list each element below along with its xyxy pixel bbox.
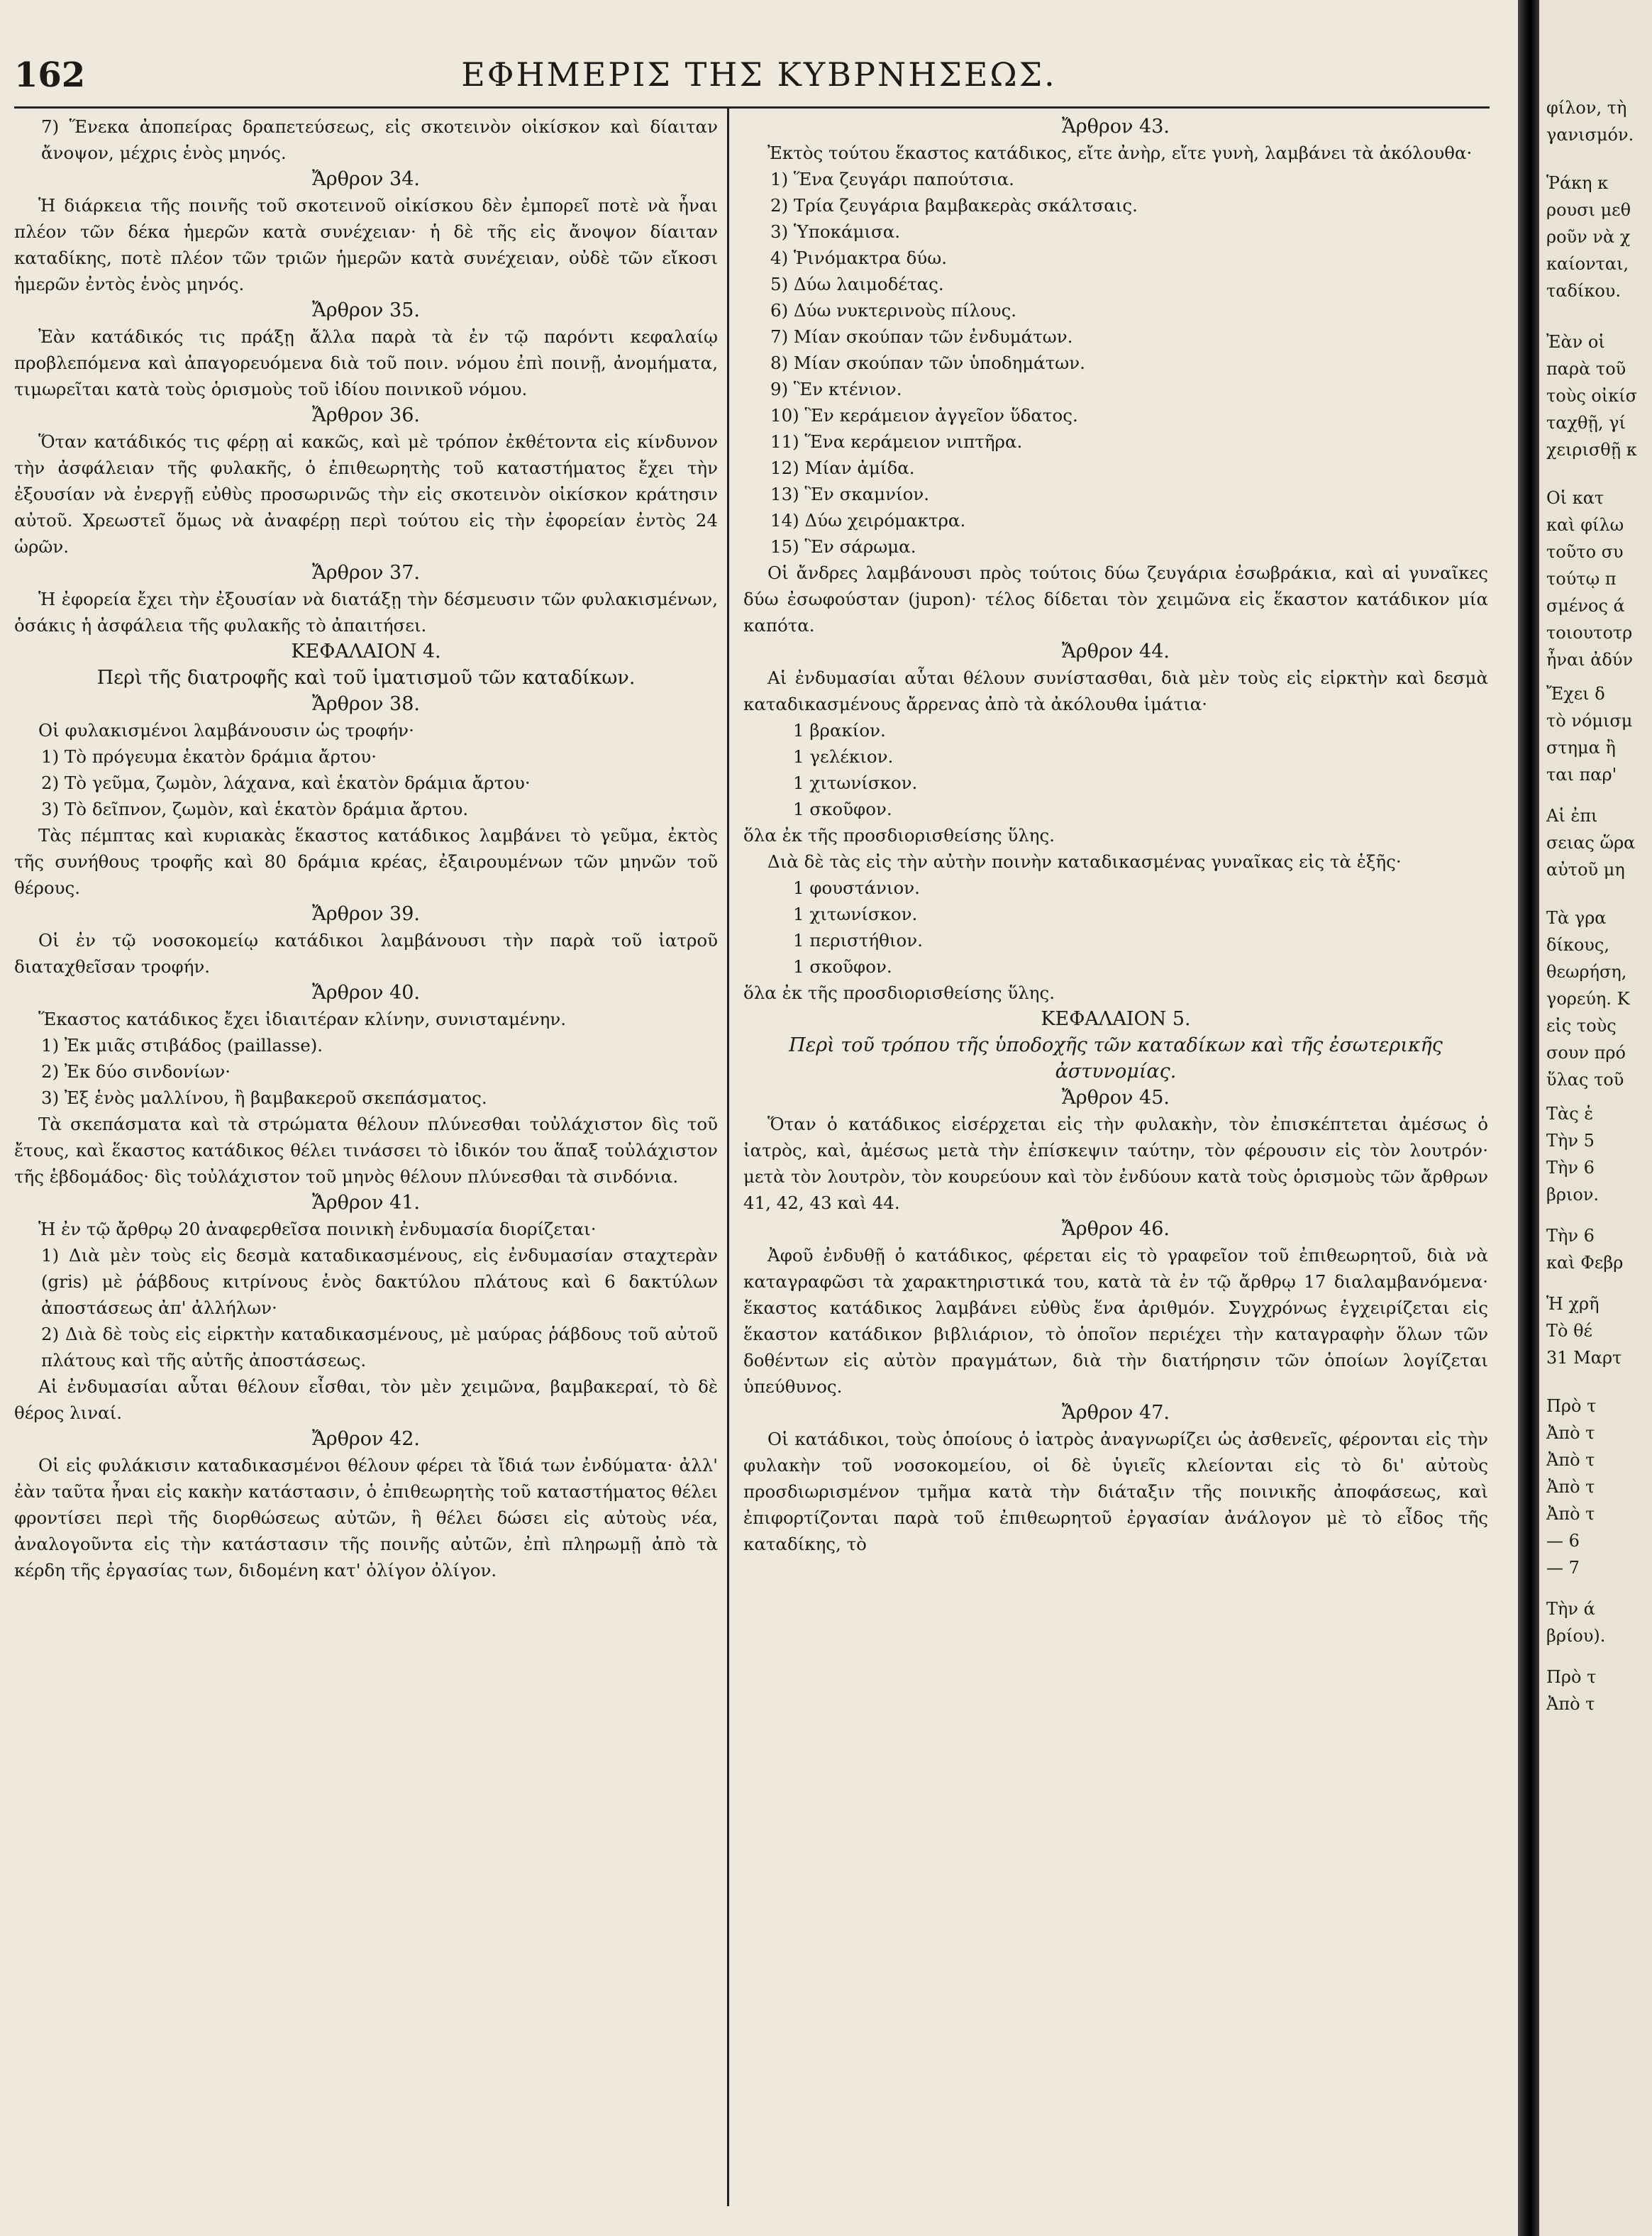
section-heading: Ἄρθρον 43. bbox=[1061, 116, 1170, 138]
section-heading: Ἄρθρον 40. bbox=[311, 982, 420, 1004]
paragraph: Οἱ εἰς φυλάκισιν καταδικασμένοι θέλουν φέρει τὰ ἴδιά των ἐνδύματα· ἀλλ' ἐὰν ταῦτα ἦναι εἰς κακὴν κατάστασιν, ὁ ἐπιθεωρητὴς τοῦ καταστήματος θέλει φροντίσει περὶ τῆς διορθώσεως αὐτῶν, ἢ θέλει δώσει εἰς αὐτοὺς νέα, ἀναλογοῦντα εἰς τὴν κατάστασιν τῆς ποινῆς αὐτῶν, ἐπὶ πληρωμῇ ἀπὸ τὰ κέρδη τῆς ἐργασίας των, διδομένη κατ' ὀλίγον ὀλίγον. bbox=[14, 1455, 718, 1581]
next-page-fragment: Τὴν 5 bbox=[1546, 1131, 1595, 1151]
next-page-fragment: δίκους, bbox=[1546, 935, 1609, 955]
next-page-fragment: τοὺς οἰκίσ bbox=[1546, 386, 1638, 406]
section-heading: Ἄρθρον 34. bbox=[311, 168, 420, 190]
next-page-fragment: ὕλας τοῦ bbox=[1546, 1070, 1624, 1090]
next-page-fragment: φίλον, τὴ bbox=[1546, 98, 1627, 118]
section-heading: Ἄρθρον 39. bbox=[311, 903, 420, 925]
next-page-fragment: Τὰ γρα bbox=[1546, 908, 1607, 928]
paragraph: Οἱ κατάδικοι, τοὺς ὁποίους ὁ ἰατρὸς ἀναγνωρίζει ὡς ἀσθενεῖς, φέρονται εἰς τὴν φυλακὴν τοῦ νοσοκομείου, οἱ δὲ ὑγιεῖς κλείονται εἰς τὸ δι' αὐτοὺς προσδιωρισμένον τμῆμα κατὰ τὴν διάταξιν τῆς ποινικῆς ἀποφάσεως, καὶ ἐπιφορτίζονται παρὰ τοῦ ἐπιθεωρητοῦ ἐργασίαν ἀνάλογον μὲ τὸ εἶδος τῆς καταδίκης, τὸ bbox=[743, 1429, 1488, 1554]
paragraph: Αἱ ἐνδυμασίαι αὗται θέλουν εἶσθαι, τὸν μὲν χειμῶνα, βαμβακεραί, τὸ δὲ θέρος λιναί. bbox=[14, 1376, 718, 1423]
paragraph: 1 σκοῦφον. bbox=[793, 956, 892, 977]
paragraph: 6) Δύω νυκτερινοὺς πίλους. bbox=[770, 300, 1017, 321]
next-page-fragment: 31 Μαρτ bbox=[1546, 1348, 1622, 1368]
next-page-fragment: ρουσι μεθ bbox=[1546, 200, 1631, 220]
paragraph: 7) Μίαν σκούπαν τῶν ἐνδυμάτων. bbox=[770, 326, 1073, 347]
next-page-fragment: — 6 bbox=[1546, 1531, 1580, 1551]
next-page-fragment: καίονται, bbox=[1546, 254, 1629, 274]
section-heading: Ἄρθρον 46. bbox=[1061, 1218, 1170, 1240]
next-page-fragment: παρὰ τοῦ bbox=[1546, 359, 1626, 379]
next-page-fragment: γανισμόν. bbox=[1546, 125, 1634, 145]
next-page-fragment: ταδίκου. bbox=[1546, 281, 1621, 301]
paragraph: 2) Τρία ζευγάρια βαμβακερὰς σκάλτσαις. bbox=[770, 195, 1138, 216]
paragraph: Ἀφοῦ ἐνδυθῇ ὁ κατάδικος, φέρεται εἰς τὸ γραφεῖον τοῦ ἐπιθεωρητοῦ, διὰ νὰ καταγραφῶσι τὰ χαρακτηριστικά του, κατὰ τὰ ἐν τῷ ἄρθρῳ 17 διαλαμβανόμενα· ἕκαστος κατάδικος λαμβάνει εὐθὺς ἕνα ἀριθμόν. Συγχρόνως ἐγχειρίζεται εἰς ἕκαστον κατάδικον βιβλιάριον, τὸ ὁποῖον περιέχει τὴν καταγραφὴν ὅλων τῶν δοθέντων εἰς αὐτὸν πραγμάτων, διὰ τὴν διατήρησιν τῶν ὁποίων λογίζεται ὑπεύθυνος. bbox=[743, 1245, 1488, 1397]
next-page-fragment: Πρὸ τ bbox=[1546, 1667, 1597, 1687]
paragraph: Οἱ φυλακισμένοι λαμβάνουσιν ὡς τροφήν· bbox=[38, 720, 414, 741]
paragraph: Ὅταν ὁ κατάδικος εἰσέρχεται εἰς τὴν φυλακὴν, τὸν ἐπισκέπτεται ἀμέσως ὁ ἰατρὸς, καὶ, ἀμέσως μετὰ τὴν ἐπίσκεψιν ταύτην, τὸν φέρουσιν εἰς τὸν λουτρόν· μετὰ τὸν λουτρὸν, τὸν κουρεύουν καὶ τὸν ἐνδύουν κατὰ τοὺς ὁρισμοὺς τῶν ἄρθρων 41, 42, 43 καὶ 44. bbox=[743, 1114, 1488, 1213]
next-page-fragment: βρίου). bbox=[1546, 1626, 1606, 1646]
paragraph: 1 βρακίον. bbox=[793, 720, 886, 741]
next-page-fragment: ται παρ' bbox=[1546, 765, 1617, 785]
paragraph: 3) Ὑποκάμισα. bbox=[770, 221, 901, 242]
paragraph: 1 φουστάνιον. bbox=[793, 878, 920, 898]
paragraph: 15) Ἓν σάρωμα. bbox=[770, 536, 916, 557]
paragraph: ὅλα ἐκ τῆς προσδιορισθείσης ὕλης. bbox=[743, 825, 1055, 846]
paragraph: Οἱ ἐν τῷ νοσοκομείῳ κατάδικοι λαμβάνουσι τὴν παρὰ τοῦ ἰατροῦ διαταχθεῖσαν τροφήν. bbox=[14, 930, 718, 977]
paragraph: 11) Ἕνα κεράμειον νιπτῆρα. bbox=[770, 431, 1023, 452]
next-page-fragment: Ἀπὸ τ bbox=[1546, 1694, 1595, 1714]
next-page-fragment: Τὴν 6 bbox=[1546, 1158, 1595, 1178]
next-page-fragment: σειας ὥρα bbox=[1546, 833, 1636, 853]
next-page-fragment: τοιουτοτρ bbox=[1546, 623, 1633, 643]
next-page-fragment: Ἀπὸ τ bbox=[1546, 1477, 1595, 1497]
next-page-fragment: εἰς τοὺς bbox=[1546, 1016, 1617, 1036]
paragraph: Τὰ σκεπάσματα καὶ τὰ στρώματα θέλουν πλύνεσθαι τοὐλάχιστον δὶς τοῦ ἔτους, καὶ ἕκαστος κατάδικος θέλει τινάσσει τὸ ἰδικόν του ἅπαξ τοὐλάχιστον τῆς ἑβδομάδος· δὶς τοὐλάχιστον τοῦ μηνὸς θέλουν πλύνεσθαι τὰ σινδόνια. bbox=[14, 1114, 718, 1187]
next-page-fragment: Οἱ κατ bbox=[1546, 488, 1604, 508]
next-page-fragment: καὶ φίλω bbox=[1546, 515, 1624, 535]
next-page-fragment: Ἀπὸ τ bbox=[1546, 1450, 1595, 1470]
paragraph: Οἱ ἄνδρες λαμβάνουσι πρὸς τούτοις δύω ζευγάρια ἐσωβράκια, καὶ αἱ γυναῖκες δύω ἐσωφούσταν (jupon)· τέλος δίδεται τὸν χειμῶνα εἰς ἕκαστον κατάδικον μία καπότα. bbox=[743, 563, 1488, 636]
paragraph: Ὅταν κατάδικός τις φέρῃ αἱ κακῶς, καὶ μὲ τρόπον ἐκθέτοντα εἰς κίνδυνον τὴν ἀσφάλειαν τῆς φυλακῆς, ὁ ἐπιθεωρητὴς τοῦ καταστήματος ἔχει τὴν ἐξουσίαν νὰ ἐνεργῇ εὐθὺς προσωρινῶς τὴν εἰς σκοτεινὸν οἰκίσκον κράτησιν αὐτοῦ. Χρεωστεῖ ὅμως νὰ ἀναφέρῃ περὶ τούτου εἰς τὴν ἐφορείαν ἐντὸς 24 ὡρῶν. bbox=[14, 431, 718, 557]
paragraph: 5) Δύω λαιμοδέτας. bbox=[770, 274, 944, 294]
next-page-fragment: χειρισθῇ κ bbox=[1546, 440, 1637, 460]
header-rule bbox=[14, 106, 1490, 109]
next-page-fragment: στημα ἢ bbox=[1546, 738, 1616, 758]
paragraph: 1) Διὰ μὲν τοὺς εἰς δεσμὰ καταδικασμένους, εἰς ἐνδυμασίαν σταχτερὰν (gris) μὲ ῥάβδους κιτρίνους ἑνὸς δακτύλου πλάτους καὶ 6 δακτύλων ἀποστάσεως ἀπ' ἀλλήλων· bbox=[41, 1245, 718, 1318]
paragraph: Τὰς πέμπτας καὶ κυριακὰς ἕκαστος κατάδικος λαμβάνει τὸ γεῦμα, ἐκτὸς τῆς συνήθους τροφῆς καὶ 80 δράμια κρέας, ἐξαιρουμένων τῶν μηνῶν τοῦ θέρους. bbox=[14, 825, 718, 898]
section-heading: Ἄρθρον 41. bbox=[311, 1192, 420, 1214]
next-page-edge bbox=[1539, 0, 1652, 2236]
paragraph: 7) Ἕνεκα ἀποπείρας δραπετεύσεως, εἰς σκοτεινὸν οἰκίσκον καὶ δίαιταν ἄνοψον, μέχρις ἑνὸς μηνός. bbox=[41, 116, 718, 163]
section-heading: Ἄρθρον 42. bbox=[311, 1428, 420, 1450]
section-heading: Ἄρθρον 45. bbox=[1061, 1087, 1170, 1109]
paragraph: 1) Ἐκ μιᾶς στιβάδος (paillasse). bbox=[41, 1035, 323, 1056]
paragraph: 1 χιτωνίσκον. bbox=[793, 904, 918, 924]
next-page-fragment: θεωρήση, bbox=[1546, 962, 1627, 982]
next-page-fragment: σμένος ά bbox=[1546, 596, 1625, 616]
paragraph: 13) Ἓν σκαμνίον. bbox=[770, 484, 930, 504]
paragraph: 9) Ἓν κτένιον. bbox=[770, 379, 902, 399]
paragraph: 10) Ἓν κεράμειον ἀγγεῖον ὕδατος. bbox=[770, 405, 1078, 426]
next-page-fragment: Ἡ χρῆ bbox=[1546, 1294, 1600, 1314]
paragraph: Ἡ ἐν τῷ ἄρθρῳ 20 ἀναφερθεῖσα ποινικὴ ἐνδυμασία διορίζεται· bbox=[38, 1219, 597, 1239]
next-page-fragment: ταχθῇ, γί bbox=[1546, 413, 1626, 433]
next-page-fragment: Ῥάκη κ bbox=[1546, 173, 1609, 193]
next-page-fragment: τοῦτο συ bbox=[1546, 542, 1624, 562]
section-heading: Περὶ τοῦ τρόπου τῆς ὑποδοχῆς τῶν καταδίκων καὶ τῆς ἐσωτερικῆς ἀστυνομίας. bbox=[789, 1034, 1443, 1083]
book-gutter bbox=[1518, 0, 1539, 2236]
paragraph: 1) Τὸ πρόγευμα ἑκατὸν δράμια ἄρτου· bbox=[41, 746, 377, 767]
paragraph: 1 σκοῦφον. bbox=[793, 799, 892, 819]
left-column bbox=[14, 114, 718, 1583]
section-heading: Ἄρθρον 47. bbox=[1061, 1402, 1170, 1424]
paragraph: 1 γελέκιον. bbox=[793, 746, 894, 767]
next-page-fragment: τούτῳ π bbox=[1546, 569, 1617, 589]
paragraph: ὅλα ἐκ τῆς προσδιορισθείσης ὕλης. bbox=[743, 983, 1055, 1003]
next-page-fragment: ἦναι ἀδύν bbox=[1546, 650, 1634, 670]
next-page-fragment: γορεύη. Κ bbox=[1546, 989, 1630, 1009]
next-page-fragment: Ἐὰν οἱ bbox=[1546, 332, 1605, 352]
running-title: ΕΦΗΜΕΡΙΣ ΤΗΣ ΚΥΒΡΝΗΣΕΩΣ. bbox=[461, 55, 1057, 94]
paragraph: Ἡ διάρκεια τῆς ποινῆς τοῦ σκοτεινοῦ οἰκίσκου δὲν ἐμπορεῖ ποτὲ νὰ ἦναι πλέον τῶν δέκα ἡμερῶν κατὰ συνέχειαν· ἡ δὲ τῆς εἰς ἄνοψον δίαιταν καταδίκης, ποτὲ πλέον τῶν τριῶν ἡμερῶν κατὰ συνέχειαν, οὐδὲ τῶν εἴκοσι ἡμερῶν ἐντὸς ἑνὸς μηνός. bbox=[14, 195, 718, 294]
paragraph: 14) Δύω χειρόμακτρα. bbox=[770, 510, 966, 531]
next-page-fragment: Ἀπὸ τ bbox=[1546, 1423, 1595, 1443]
paragraph: Ἐὰν κατάδικός τις πράξῃ ἄλλα παρὰ τὰ ἐν τῷ παρόντι κεφαλαίῳ προβλεπόμενα καὶ ἀπαγορευόμενα διὰ τοῦ ποιν. νόμου ἐπὶ ποινῇ, ἀνομήματα, τιμωρεῖται κατὰ τοὺς ὁρισμοὺς τοῦ ἰδίου ποινικοῦ νόμου. bbox=[14, 326, 718, 399]
next-page-fragment: Ἔχει δ bbox=[1546, 684, 1605, 704]
next-page-fragment: σουν πρό bbox=[1546, 1043, 1626, 1063]
next-page-fragment: ροῦν νὰ χ bbox=[1546, 227, 1631, 247]
paragraph: 1 περιστήθιον. bbox=[793, 930, 923, 951]
paragraph: Ἐκτὸς τούτου ἕκαστος κατάδικος, εἴτε ἀνὴρ, εἴτε γυνὴ, λαμβάνει τὰ ἀκόλουθα· bbox=[767, 143, 1473, 163]
section-heading: Ἄρθρον 37. bbox=[311, 562, 420, 584]
paragraph: 2) Τὸ γεῦμα, ζωμὸν, λάχανα, καὶ ἑκατὸν δράμια ἄρτου· bbox=[41, 773, 531, 793]
paragraph: 8) Μίαν σκούπαν τῶν ὑποδημάτων. bbox=[770, 353, 1085, 373]
paragraph: 1 χιτωνίσκον. bbox=[793, 773, 918, 793]
paragraph: 4) Ῥινόμακτρα δύω. bbox=[770, 248, 948, 268]
section-heading: Ἄρθρον 38. bbox=[311, 693, 420, 715]
next-page-fragment: Πρὸ τ bbox=[1546, 1396, 1597, 1416]
next-page-fragment: Ἀπὸ τ bbox=[1546, 1504, 1595, 1524]
next-page-fragment: καὶ Φεβρ bbox=[1546, 1253, 1624, 1273]
paragraph: 3) Ἐξ ἑνὸς μαλλίνου, ἢ βαμβακεροῦ σκεπάσματος. bbox=[41, 1087, 487, 1108]
next-page-fragment: Αἱ ἐπι bbox=[1546, 806, 1598, 826]
paragraph: 1) Ἕνα ζευγάρι παπούτσια. bbox=[770, 169, 1014, 189]
next-page-fragment: Τὸ θέ bbox=[1546, 1321, 1592, 1341]
section-heading: Ἄρθρον 44. bbox=[1061, 641, 1170, 663]
next-page-fragment: βριον. bbox=[1546, 1185, 1600, 1205]
paragraph: 12) Μίαν ἀμίδα. bbox=[770, 458, 915, 478]
paragraph: 2) Ἐκ δύο σινδονίων· bbox=[41, 1061, 231, 1082]
next-page-fragment: — 7 bbox=[1546, 1558, 1580, 1578]
section-heading: ΚΕΦΑΛΑΙΟΝ 5. bbox=[1041, 1008, 1191, 1030]
section-heading: Περὶ τῆς διατροφῆς καὶ τοῦ ἱματισμοῦ τῶν καταδίκων. bbox=[96, 667, 636, 689]
section-heading: ΚΕΦΑΛΑΙΟΝ 4. bbox=[291, 641, 441, 663]
column-divider bbox=[727, 106, 729, 2206]
section-heading: Ἄρθρον 35. bbox=[311, 299, 420, 321]
next-page-fragment: τὸ νόμισμ bbox=[1546, 711, 1633, 731]
paragraph: 3) Τὸ δεῖπνον, ζωμὸν, καὶ ἑκατὸν δράμια ἄρτου. bbox=[41, 799, 469, 819]
right-column bbox=[743, 114, 1488, 1557]
page-number: 162 bbox=[14, 55, 86, 95]
next-page-fragment: Τὴν ά bbox=[1546, 1599, 1595, 1619]
paragraph: Ἡ ἐφορεία ἔχει τὴν ἐξουσίαν νὰ διατάξῃ τὴν δέσμευσιν τῶν φυλακισμένων, ὁσάκις ἡ ἀσφάλεια τῆς φυλακῆς τὸ ἀπαιτήσει. bbox=[14, 589, 718, 636]
next-page-fragment: αὐτοῦ μη bbox=[1546, 860, 1625, 880]
next-page-fragment: Τὰς ἑ bbox=[1546, 1104, 1594, 1124]
page-header bbox=[14, 55, 1504, 108]
paragraph: Ἕκαστος κατάδικος ἔχει ἰδιαιτέραν κλίνην, συνισταμένην. bbox=[38, 1009, 566, 1029]
paragraph: 2) Διὰ δὲ τοὺς εἰς εἱρκτὴν καταδικασμένους, μὲ μαύρας ῥάβδους τοῦ αὐτοῦ πλάτους καὶ τῆς αὐτῆς ἀποστάσεως. bbox=[41, 1324, 718, 1371]
section-heading: Ἄρθρον 36. bbox=[311, 404, 420, 426]
next-page-fragment: Τὴν 6 bbox=[1546, 1226, 1595, 1246]
paragraph: Αἱ ἐνδυμασίαι αὗται θέλουν συνίστασθαι, διὰ μὲν τοὺς εἰς εἱρκτὴν καὶ δεσμὰ καταδικασμένους ἄρρενας ἀπὸ τὰ ἀκόλουθα ἱμάτια· bbox=[743, 668, 1488, 714]
paragraph: Διὰ δὲ τὰς εἰς τὴν αὐτὴν ποινὴν καταδικασμένας γυναῖκας εἰς τὰ ἑξῆς· bbox=[767, 851, 1402, 872]
